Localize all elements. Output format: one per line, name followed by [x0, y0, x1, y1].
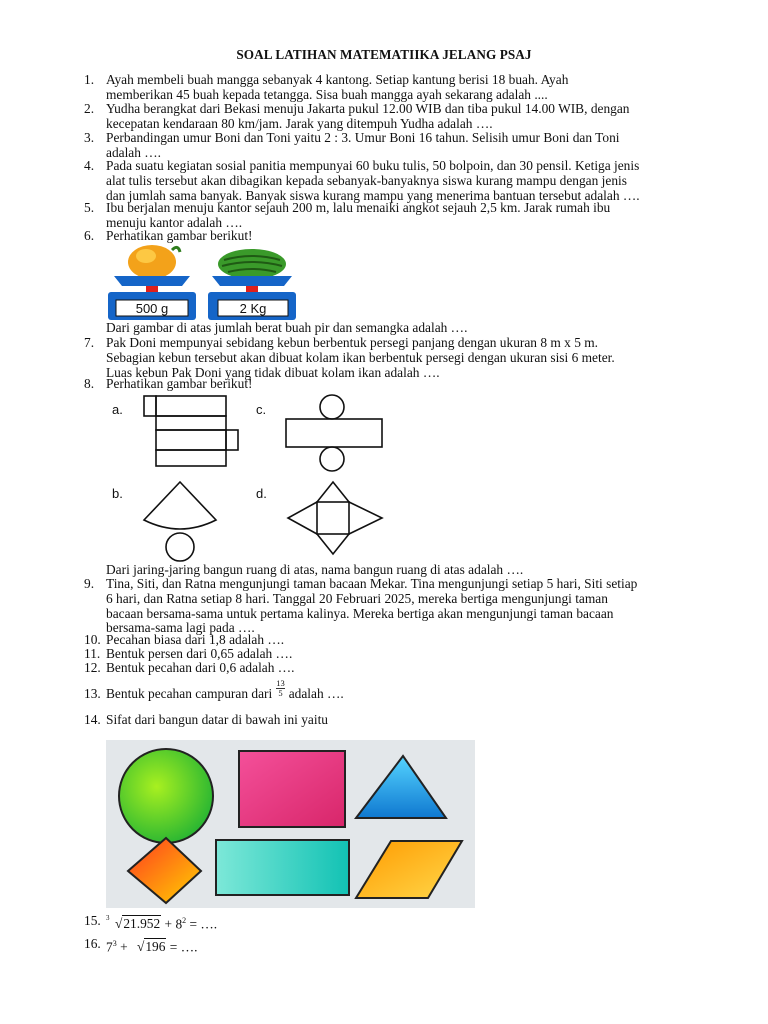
net-d-pyramid	[288, 482, 382, 554]
net-label-d: d.	[256, 486, 267, 501]
question-text: bersama-sama lagi pada ….	[106, 620, 255, 636]
question-number: 2.	[84, 101, 95, 116]
question-text: kecepatan kendaraan 80 km/jam. Jarak yang ditempuh Yudha adalah ….	[106, 115, 493, 131]
question-number: 7.	[84, 335, 95, 350]
question-3	[84, 131, 707, 161]
rectangle-shape	[216, 840, 349, 895]
question-text: Sifat dari bangun datar di bawah ini yaitu	[106, 712, 328, 727]
question-13	[84, 678, 707, 702]
expression-part: +	[120, 939, 128, 955]
scale-papaya	[108, 245, 196, 320]
question-text: Tina, Siti, dan Ratna mengunjungi taman bacaan Mekar. Tina mengunjungi setiap 5 hari, Siti setiap	[106, 576, 638, 591]
question-text: Perhatikan gambar berikut!	[106, 376, 253, 391]
question-1	[84, 73, 707, 103]
question-text: memberikan 45 buah kepada tetangga. Sisa buah mangga ayah sekarang adalah ....	[106, 86, 548, 102]
question-15	[84, 914, 707, 932]
fraction	[276, 679, 285, 698]
question-number: 12.	[84, 660, 101, 675]
question-number: 3.	[84, 130, 95, 145]
question-text: dan jumlah sama banyak. Banyak siswa kurang mampu yang menerima bantuan tersebut adalah ….	[106, 187, 640, 203]
net-c-cylinder	[286, 395, 382, 471]
expression-part: = ….	[169, 939, 198, 955]
question-number: 5.	[84, 200, 95, 215]
exponent: 3	[112, 939, 117, 948]
net-b-cone	[144, 482, 216, 561]
question-16	[84, 937, 707, 955]
net-label-b: b.	[112, 486, 123, 501]
expression-part: + 8	[164, 916, 183, 932]
scales-figure	[104, 242, 300, 320]
nets-figure	[106, 390, 406, 562]
question-text: Yudha berangkat dari Bekasi menuju Jakarta pukul 12.00 WIB dan tiba pukul 14.00 WIB, dengan	[106, 101, 630, 116]
fraction-denominator: 5	[276, 688, 285, 698]
question-number: 13.	[84, 686, 101, 701]
question-text: Pada suatu kegiatan sosial panitia mempunyai 60 buku tulis, 50 bolpoin, dan 30 pensil. Ketiga jenis	[106, 158, 640, 173]
question-number: 6.	[84, 228, 95, 243]
question-text: 6 hari, dan Ratna setiap 8 hari. Tanggal 20 Februari 2025, mereka bertiga mengunjungi taman	[106, 590, 608, 606]
question-5	[84, 201, 707, 231]
question-text: Perbandingan umur Boni dan Toni yaitu 2 : 3. Umur Boni 16 tahun. Selisih umur Boni dan Toni	[106, 130, 620, 145]
figure-caption: Dari jaring-jaring bangun ruang di atas, nama bangun ruang di atas adalah ….	[106, 562, 524, 577]
question-7	[84, 336, 707, 380]
question-number: 8.	[84, 376, 95, 391]
question-9	[84, 577, 707, 636]
question-text: Ayah membeli buah mangga sebanyak 4 kantong. Setiap kantung berisi 18 buah. Ayah	[106, 72, 569, 87]
figure-caption: Dari gambar di atas jumlah berat buah pir dan semangka adalah ….	[106, 320, 468, 335]
scale-reading-1: 500 g	[135, 301, 169, 316]
net-label-a: a.	[112, 402, 123, 417]
scale-watermelon	[208, 249, 296, 320]
question-text: Bentuk pecahan dari 0,6 adalah ….	[106, 660, 295, 675]
question-number: 14.	[84, 712, 101, 727]
question-text: adalah ….	[106, 144, 162, 160]
square-rectangle-shape	[239, 751, 345, 827]
radicand: 196	[145, 939, 166, 955]
radicand: 21.952	[123, 916, 161, 932]
exponent: 2	[182, 916, 187, 925]
question-12	[84, 661, 707, 676]
circle-shape	[119, 749, 213, 843]
shapes-figure	[106, 740, 475, 908]
question-text: menuju kantor adalah ….	[106, 214, 243, 230]
question-text: alat tulis tersebut akan dibagikan kepada sebanyak-banyaknya siswa kurang mampu dengan jenis	[106, 172, 627, 188]
question-text: adalah ….	[288, 686, 344, 701]
cube-root: 3 √21.952	[106, 917, 161, 932]
question-text: Bentuk persen dari 0,65 adalah ….	[106, 646, 293, 661]
page-title: SOAL LATIHAN MATEMATIIKA JELANG PSAJ	[236, 47, 532, 62]
question-14	[84, 713, 707, 728]
question-text: Luas kebun Pak Doni yang tidak dibuat kolam ikan adalah ….	[106, 364, 440, 380]
question-text: Pecahan biasa dari 1,8 adalah ….	[106, 632, 285, 647]
question-number: 10.	[84, 632, 101, 647]
fraction-numerator: 13	[276, 678, 285, 689]
question-number: 1.	[84, 72, 95, 87]
square-root: √196	[136, 939, 166, 955]
expression-part: = ….	[189, 916, 218, 932]
net-label-c: c.	[256, 402, 267, 417]
question-number: 9.	[84, 576, 95, 591]
question-text: Bentuk pecahan campuran dari	[106, 686, 273, 701]
papaya-icon	[128, 245, 176, 279]
question-number: 16.	[84, 936, 101, 951]
question-text: Ibu berjalan menuju kantor sejauh 200 m, lalu menaiki angkot sejauh 2,5 km. Jarak rumah ibu	[106, 200, 611, 215]
question-2	[84, 102, 707, 132]
question-number: 15.	[84, 913, 101, 928]
question-4	[84, 159, 707, 203]
scale-reading-2: 2 Kg	[239, 301, 267, 316]
question-text: bacaan bersama-sama untuk pertama kalinya. Mereka bertiga akan mengunjungi taman bacaan	[106, 605, 614, 621]
expression-part: 7	[106, 939, 113, 955]
question-text: Sebagian kebun tersebut akan dibuat kolam ikan berbentuk persegi dengan ukuran sisi 6 meter.	[106, 349, 615, 365]
net-a-cuboid	[144, 396, 238, 466]
question-number: 4.	[84, 158, 95, 173]
question-number: 11.	[84, 646, 101, 661]
question-text: Pak Doni mempunyai sebidang kebun berbentuk persegi panjang dengan ukuran 8 m x 5 m.	[106, 335, 598, 350]
root-index: 3	[106, 914, 110, 923]
question-text: Perhatikan gambar berikut!	[106, 228, 253, 243]
